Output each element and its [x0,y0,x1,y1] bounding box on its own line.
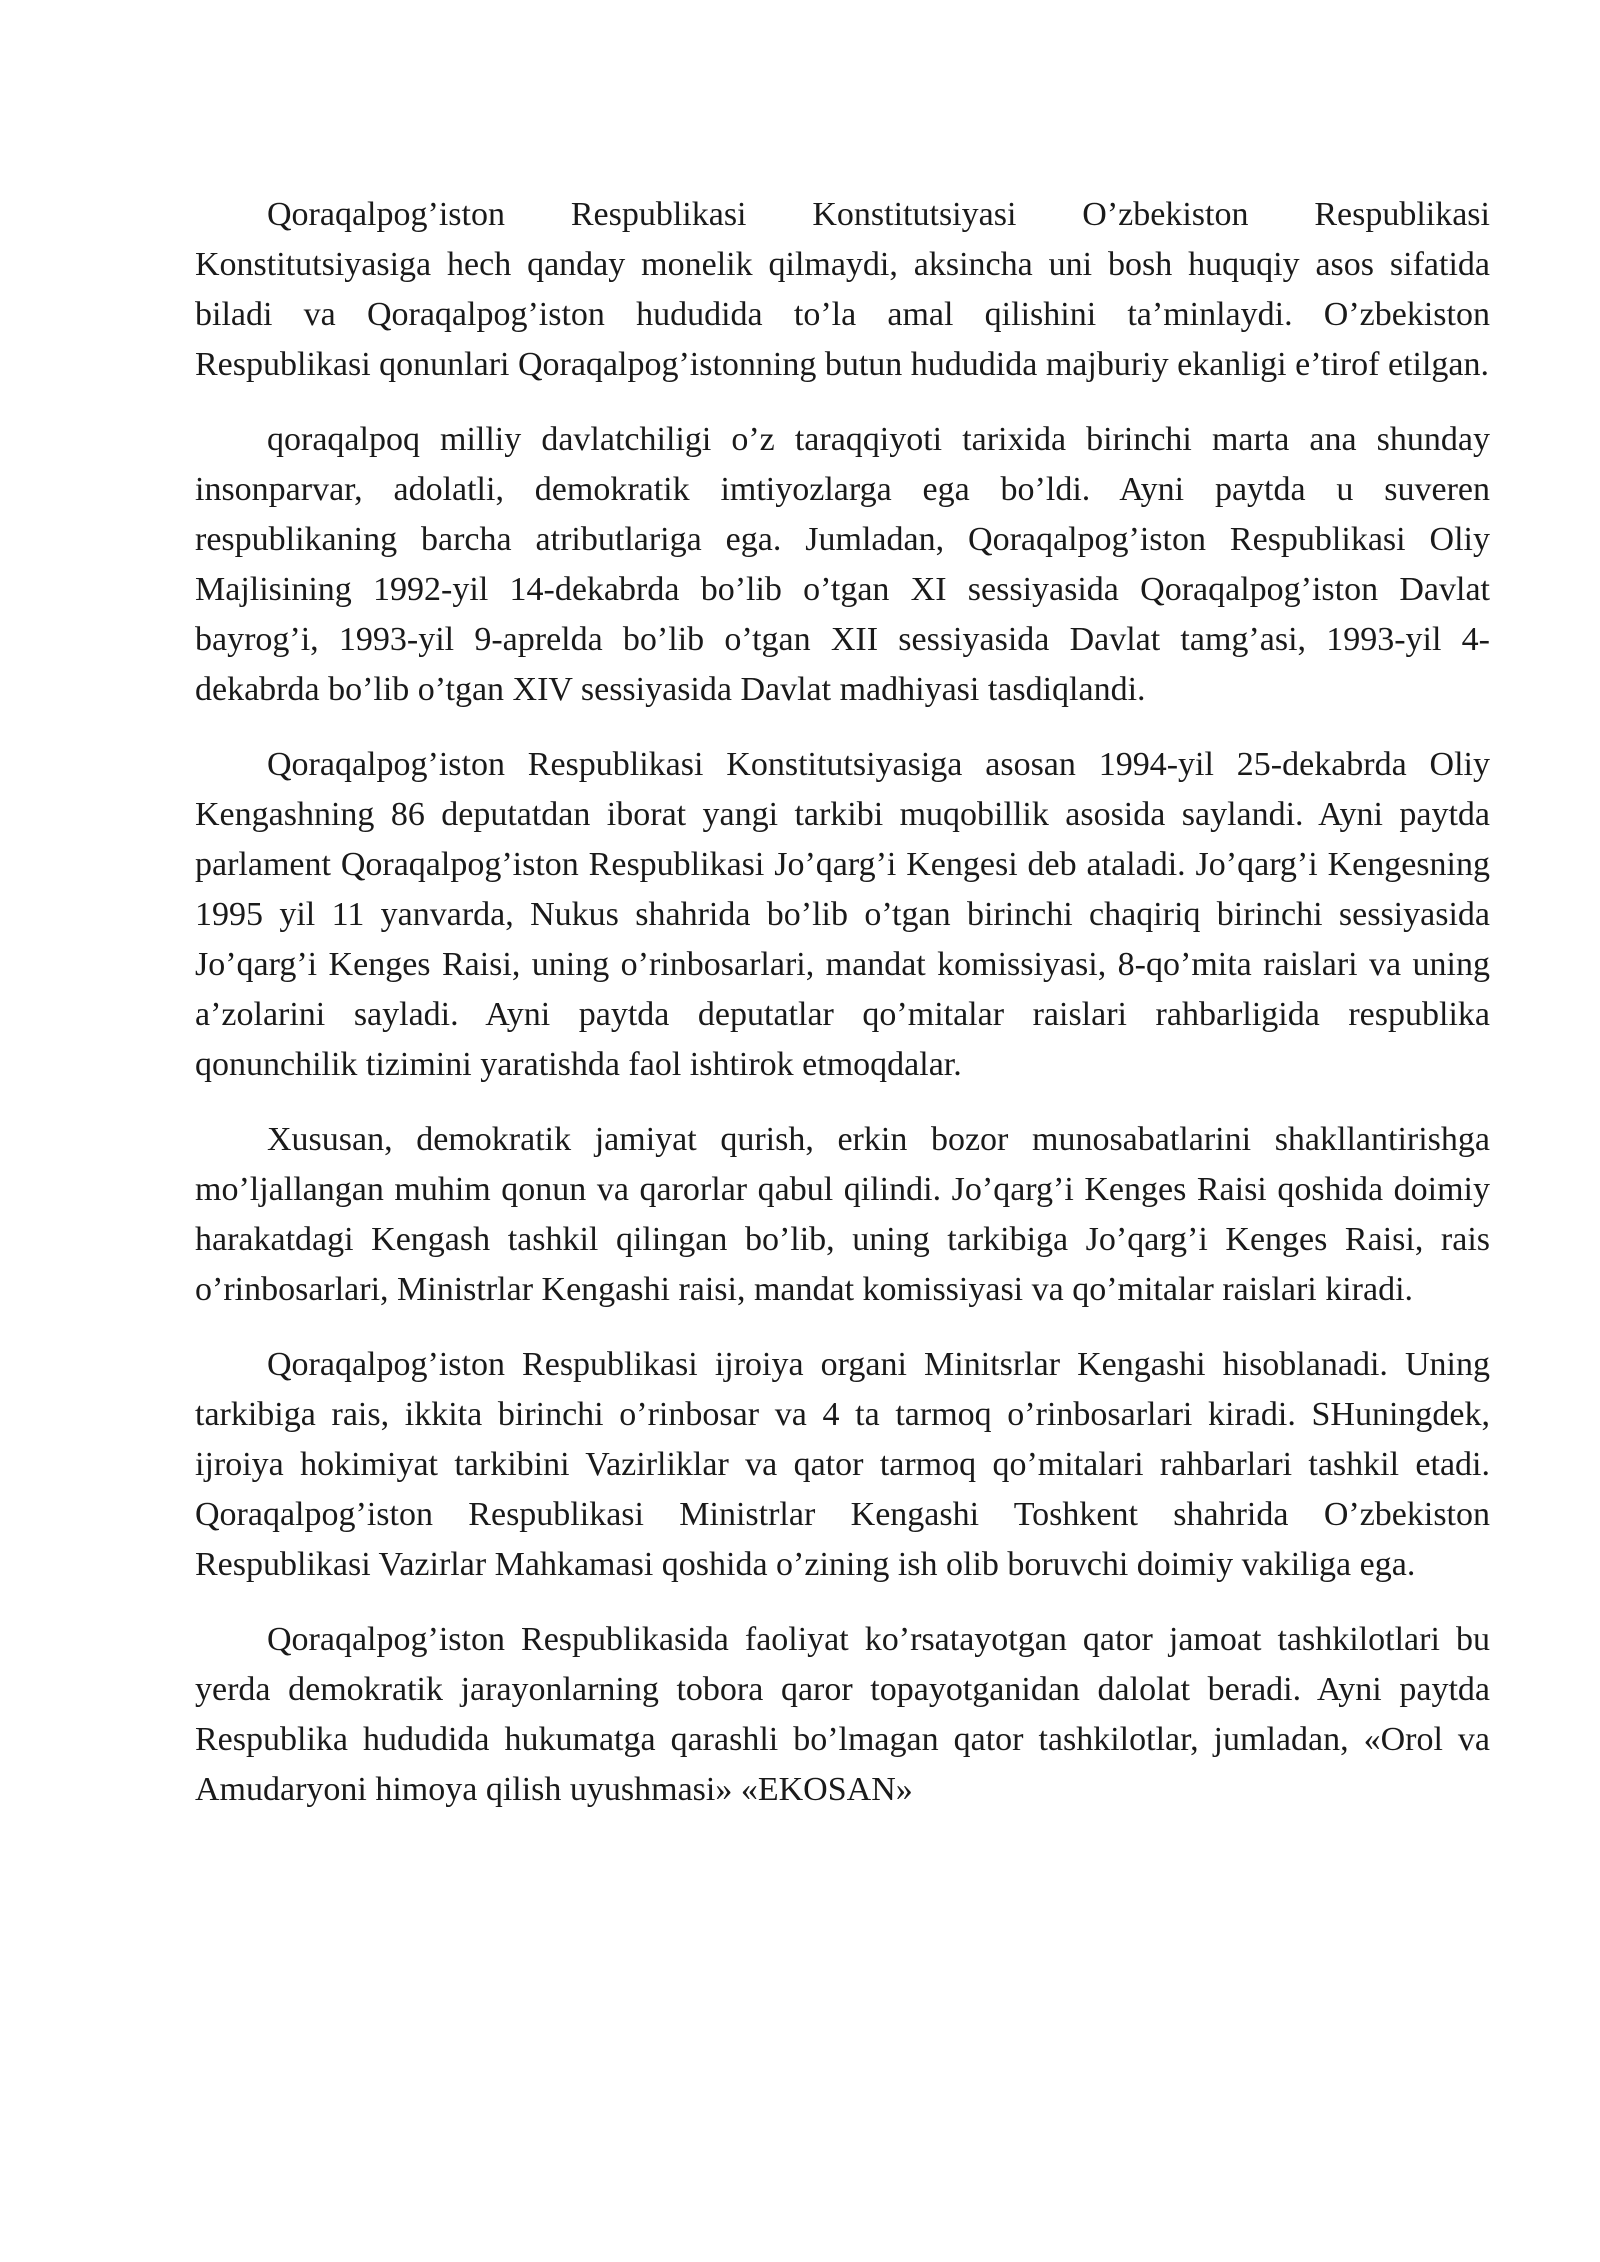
paragraph-5: Qoraqalpog’iston Respublikasi ijroiya organi Minitsrlar Kengashi hisoblanadi. Uning tarkibiga rais, ikkita birinchi o’rinbosar va 4 ta tarmoq o’rinbosarlari kiradi. SHuningdek, ijroiya hokimiyat tarkibini Vazirliklar va qator tarmoq qo’mitalari rahbarlari tashkil etadi. Qoraqalpog’iston Respublikasi Ministrlar Kengashi Toshkent shahrida O’zbekiston Respublikasi Vazirlar Mahkamasi qoshida o’zining ish olib boruvchi doimiy vakiliga ega. [195,1346,1490,1583]
paragraph-1: Qoraqalpog’iston Respublikasi Konstitutsiyasi O’zbekiston Respublikasi Konstitutsiyasiga hech qanday monelik qilmaydi, aksincha uni bosh huquqiy asos sifatida biladi va Qoraqalpog’iston hududida to’la amal qilishini ta’minlaydi. O’zbekiston Respublikasi qonunlari Qoraqalpog’istonning butun hududida majburiy ekanligi e’tirof etilgan. [195,196,1490,383]
paragraph-6: Qoraqalpog’iston Respublikasida faoliyat ko’rsatayotgan qator jamoat tashkilotlari bu yerda demokratik jarayonlarning tobora qaror topayotganidan dalolat beradi. Ayni paytda Respublika hududida hukumatga qarashli bo’lmagan qator tashkilotlar, jumladan, «Orol va Amudaryoni himoya qilish uyushmasi» «EKOSAN» [195,1621,1490,1808]
paragraph-3: Qoraqalpog’iston Respublikasi Konstitutsiyasiga asosan 1994-yil 25-dekabrda Oliy Kengashning 86 deputatdan iborat yangi tarkibi muqobillik asosida saylandi. Ayni paytda parlament Qoraqalpog’iston Respublikasi Jo’qarg’i Kengesi deb ataladi. Jo’qarg’i Kengesning 1995 yil 11 yanvarda, Nukus shahrida bo’lib o’tgan birinchi chaqiriq birinchi sessiyasida Jo’qarg’i Kenges Raisi, uning o’rinbosarlari, mandat komissiyasi, 8-qo’mita raislari va uning a’zolarini sayladi. Ayni paytda deputatlar qo’mitalar raislari rahbarligida respublika qonunchilik tizimini yaratishda faol ishtirok etmoqdalar. [195,746,1490,1083]
document-body [195,190,1490,1840]
paragraph-2: qoraqalpoq milliy davlatchiligi o’z taraqqiyoti tarixida birinchi marta ana shunday insonparvar, adolatli, demokratik imtiyozlarga ega bo’ldi. Ayni paytda u suveren respublikaning barcha atributlariga ega. Jumladan, Qoraqalpog’iston Respublikasi Oliy Majlisining 1992-yil 14-dekabrda bo’lib o’tgan XI sessiyasida Qoraqalpog’iston Davlat bayrog’i, 1993-yil 9-aprelda bo’lib o’tgan XII sessiyasida Davlat tamg’asi, 1993-yil 4-dekabrda bo’lib o’tgan XIV sessiyasida Davlat madhiyasi tasdiqlandi. [195,421,1490,708]
paragraph-4: Xususan, demokratik jamiyat qurish, erkin bozor munosabatlarini shakllantirishga mo’ljallangan muhim qonun va qarorlar qabul qilindi. Jo’qarg’i Kenges Raisi qoshida doimiy harakatdagi Kengash tashkil qilingan bo’lib, uning tarkibiga Jo’qarg’i Kenges Raisi, rais o’rinbosarlari, Ministrlar Kengashi raisi, mandat komissiyasi va qo’mitalar raislari kiradi. [195,1121,1490,1308]
